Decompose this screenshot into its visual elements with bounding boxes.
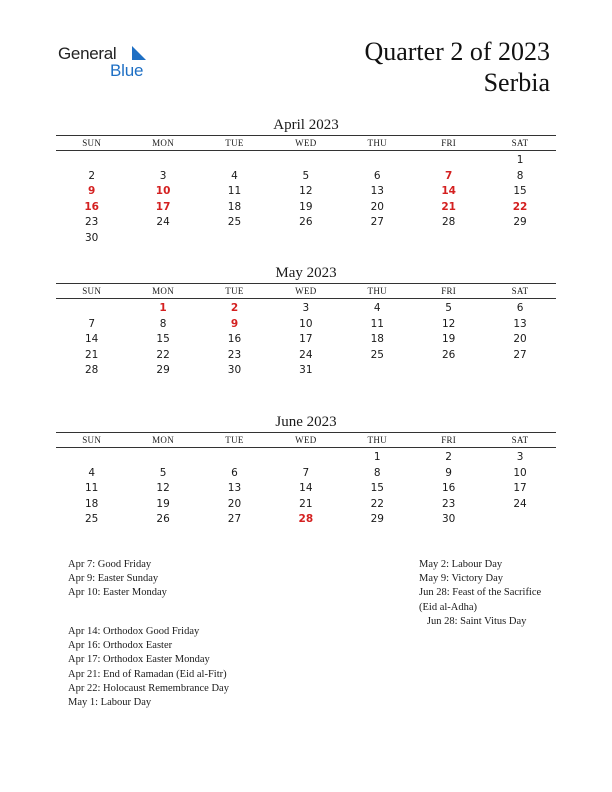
day-cell — [127, 153, 198, 169]
holiday-note: Apr 14: Orthodox Good Friday — [68, 626, 200, 637]
day-cell: 13 — [370, 185, 384, 198]
month-title: April 2023 — [273, 117, 339, 133]
weekday-label: TUE — [225, 138, 244, 148]
day-cell — [56, 450, 127, 466]
day-cell: 27 — [370, 216, 384, 229]
day-cell: 19 — [441, 333, 456, 346]
day-cell: 19 — [156, 497, 170, 510]
day-cell: 2 — [445, 451, 452, 463]
day-cell — [342, 363, 413, 379]
day-cell — [413, 363, 484, 379]
day-cell: 11 — [227, 185, 242, 198]
day-cell — [127, 231, 198, 247]
day-cell: 19 — [299, 200, 313, 213]
week-row — [56, 153, 556, 169]
holiday-note: (Eid al-Adha) — [419, 601, 478, 613]
weekday-label: FRI — [441, 138, 457, 148]
weekday-label: THU — [367, 435, 387, 445]
day-cell: 16 — [227, 333, 242, 346]
day-cell: 20 — [227, 497, 242, 510]
week-row — [56, 231, 556, 247]
day-cell: 3 — [159, 169, 167, 182]
day-cell — [484, 512, 555, 528]
weekday-label: SAT — [511, 435, 529, 445]
day-cell: 10 — [513, 466, 527, 479]
week-row — [56, 497, 556, 513]
day-cell: 29 — [370, 513, 384, 526]
day-cell: 14 — [299, 482, 313, 495]
day-cell: 29 — [513, 216, 527, 229]
day-cell: 26 — [441, 348, 456, 361]
day-cell: 3 — [516, 451, 524, 463]
calendar-april — [56, 116, 556, 247]
holiday-day-cell: 28 — [298, 513, 314, 526]
day-cell: 24 — [299, 348, 313, 361]
day-cell: 25 — [370, 348, 384, 361]
day-cell: 30 — [227, 364, 242, 377]
holiday-day-cell: 22 — [512, 200, 528, 213]
weekday-label: MON — [152, 435, 175, 445]
day-cell: 6 — [373, 169, 381, 182]
holiday-note: Apr 9: Easter Sunday — [68, 573, 159, 585]
day-cell: 6 — [231, 466, 238, 479]
weekday-header — [56, 283, 556, 299]
holiday-day-cell: 2 — [230, 302, 239, 314]
weekday-label: SUN — [82, 286, 102, 296]
day-cell: 8 — [159, 317, 167, 330]
month-title: May 2023 — [275, 265, 337, 281]
day-cell: 2 — [88, 169, 96, 182]
day-cell: 4 — [88, 466, 96, 479]
day-cell: 25 — [227, 216, 242, 229]
day-cell: 27 — [227, 513, 242, 526]
week-row — [56, 512, 556, 528]
holiday-note: Apr 22: Holocaust Remembrance Day — [68, 682, 229, 694]
day-cell — [56, 153, 127, 169]
day-cell: 22 — [370, 497, 384, 510]
day-cell — [342, 153, 413, 169]
holiday-note: Apr 7: Good Friday — [68, 559, 152, 570]
weekday-label: TUE — [225, 286, 244, 296]
day-cell: 5 — [302, 169, 310, 182]
weekday-label: THU — [367, 286, 387, 296]
holiday-day-cell: 21 — [441, 200, 456, 213]
weekday-header — [56, 432, 556, 448]
day-cell — [270, 450, 341, 466]
weekday-label: MON — [152, 138, 175, 148]
holiday-day-cell: 9 — [88, 185, 96, 198]
day-cell — [56, 301, 127, 317]
day-cell: 23 — [85, 216, 99, 229]
weekday-label: SAT — [511, 138, 529, 148]
holiday-day-cell: 10 — [155, 185, 171, 198]
day-cell: 15 — [370, 482, 384, 495]
day-cell: 20 — [370, 200, 384, 213]
day-cell: 1 — [516, 154, 524, 166]
week-row — [56, 332, 556, 348]
day-cell: 26 — [156, 513, 170, 526]
day-cell: 28 — [441, 216, 456, 229]
week-row — [56, 301, 556, 317]
day-cell — [199, 450, 270, 466]
day-cell: 6 — [516, 302, 524, 314]
day-cell: 27 — [513, 348, 527, 361]
day-cell — [342, 231, 413, 247]
weekday-label: WED — [295, 138, 317, 148]
holiday-note: May 1: Labour Day — [68, 697, 152, 709]
generalblue-logo — [58, 44, 158, 84]
holiday-day-cell: 7 — [444, 169, 453, 182]
day-cell: 15 — [156, 333, 170, 346]
day-cell: 7 — [302, 466, 310, 479]
holiday-note: Apr 16: Orthodox Easter — [68, 640, 173, 652]
day-cell: 12 — [156, 482, 170, 495]
logo-triangle-icon — [126, 46, 146, 60]
holiday-notes-left-a — [68, 558, 167, 601]
weekday-label: SAT — [511, 286, 529, 296]
week-row — [56, 317, 556, 333]
day-cell — [199, 231, 270, 247]
day-cell: 26 — [299, 216, 313, 229]
day-cell: 28 — [85, 364, 99, 377]
day-cell — [413, 153, 484, 169]
day-cell — [484, 231, 555, 247]
day-cell: 25 — [85, 513, 99, 526]
calendar-june — [56, 413, 556, 528]
page-title — [364, 36, 550, 98]
day-cell: 3 — [302, 302, 310, 314]
holiday-day-cell: 9 — [230, 317, 239, 330]
title-country: Serbia — [483, 68, 550, 97]
week-row — [56, 348, 556, 364]
week-row — [56, 363, 556, 379]
week-row — [56, 481, 556, 497]
weekday-header — [56, 135, 556, 151]
day-cell — [270, 153, 341, 169]
day-cell: 5 — [159, 466, 167, 479]
day-cell: 23 — [441, 497, 456, 510]
day-cell: 22 — [156, 348, 170, 361]
holiday-note: Jun 28: Feast of the Sacrifice — [419, 587, 542, 599]
day-cell: 16 — [441, 482, 456, 495]
day-cell: 14 — [85, 333, 99, 346]
day-cell: 9 — [445, 466, 452, 479]
day-cell: 18 — [85, 497, 99, 510]
calendar-may — [56, 264, 556, 379]
day-cell: 30 — [85, 231, 99, 244]
day-cell: 18 — [227, 200, 242, 213]
day-cell: 20 — [513, 333, 527, 346]
week-row — [56, 184, 556, 200]
day-cell: 23 — [227, 348, 242, 361]
day-cell: 21 — [299, 497, 313, 510]
week-row — [56, 169, 556, 185]
weekday-label: MON — [152, 286, 175, 296]
weekday-label: SUN — [82, 435, 102, 445]
logo-general-text: General — [58, 44, 117, 63]
day-cell: 1 — [373, 451, 381, 463]
week-row — [56, 466, 556, 482]
holiday-day-cell: 1 — [159, 302, 167, 314]
holiday-note: May 2: Labour Day — [419, 559, 503, 570]
day-cell: 21 — [85, 348, 99, 361]
holiday-note: Jun 28: Saint Vitus Day — [419, 615, 527, 627]
day-cell: 12 — [299, 185, 313, 198]
week-row — [56, 450, 556, 466]
day-cell: 17 — [513, 482, 527, 495]
day-cell: 10 — [299, 317, 313, 330]
day-cell: 13 — [513, 317, 527, 330]
holiday-day-cell: 17 — [155, 200, 171, 213]
day-cell: 31 — [299, 364, 313, 377]
week-row — [56, 200, 556, 216]
weekday-label: WED — [295, 435, 317, 445]
day-cell — [270, 231, 341, 247]
day-cell: 30 — [441, 513, 456, 526]
day-cell: 17 — [299, 333, 313, 346]
day-cell: 11 — [370, 317, 384, 330]
holiday-day-cell: 14 — [441, 185, 456, 198]
weekday-label: FRI — [441, 286, 457, 296]
holiday-day-cell: 16 — [84, 200, 99, 213]
holiday-note: Apr 10: Easter Monday — [68, 587, 167, 599]
weekday-label: FRI — [441, 435, 457, 445]
day-cell: 18 — [370, 333, 384, 346]
weekday-label: SUN — [82, 138, 102, 148]
day-cell: 24 — [156, 216, 170, 229]
holiday-note: May 9: Victory Day — [419, 573, 504, 585]
day-cell: 13 — [227, 482, 242, 495]
holiday-note: Apr 17: Orthodox Easter Monday — [68, 654, 210, 666]
holiday-note: Apr 21: End of Ramadan (Eid al-Fitr) — [68, 668, 227, 680]
month-title: June 2023 — [275, 414, 337, 430]
day-cell: 8 — [516, 169, 524, 182]
weekday-label: WED — [295, 286, 317, 296]
weekday-label: TUE — [225, 435, 244, 445]
title-quarter: Quarter 2 of 2023 — [364, 37, 550, 66]
day-cell: 4 — [231, 169, 238, 182]
day-cell: 24 — [513, 497, 527, 510]
week-row — [56, 215, 556, 231]
day-cell: 5 — [445, 302, 452, 314]
day-cell — [484, 363, 555, 379]
holiday-notes-left-b — [68, 625, 229, 710]
day-cell: 29 — [156, 364, 170, 377]
weekday-label: THU — [367, 138, 387, 148]
day-cell: 11 — [85, 482, 99, 495]
day-cell: 12 — [441, 317, 456, 330]
day-cell — [199, 153, 270, 169]
day-cell: 15 — [513, 185, 527, 198]
day-cell: 4 — [373, 302, 381, 314]
day-cell: 8 — [373, 466, 381, 479]
holiday-notes-right — [419, 558, 541, 629]
day-cell: 7 — [88, 317, 96, 330]
day-cell — [413, 231, 484, 247]
day-cell — [127, 450, 198, 466]
logo-blue-text: Blue — [110, 61, 144, 80]
